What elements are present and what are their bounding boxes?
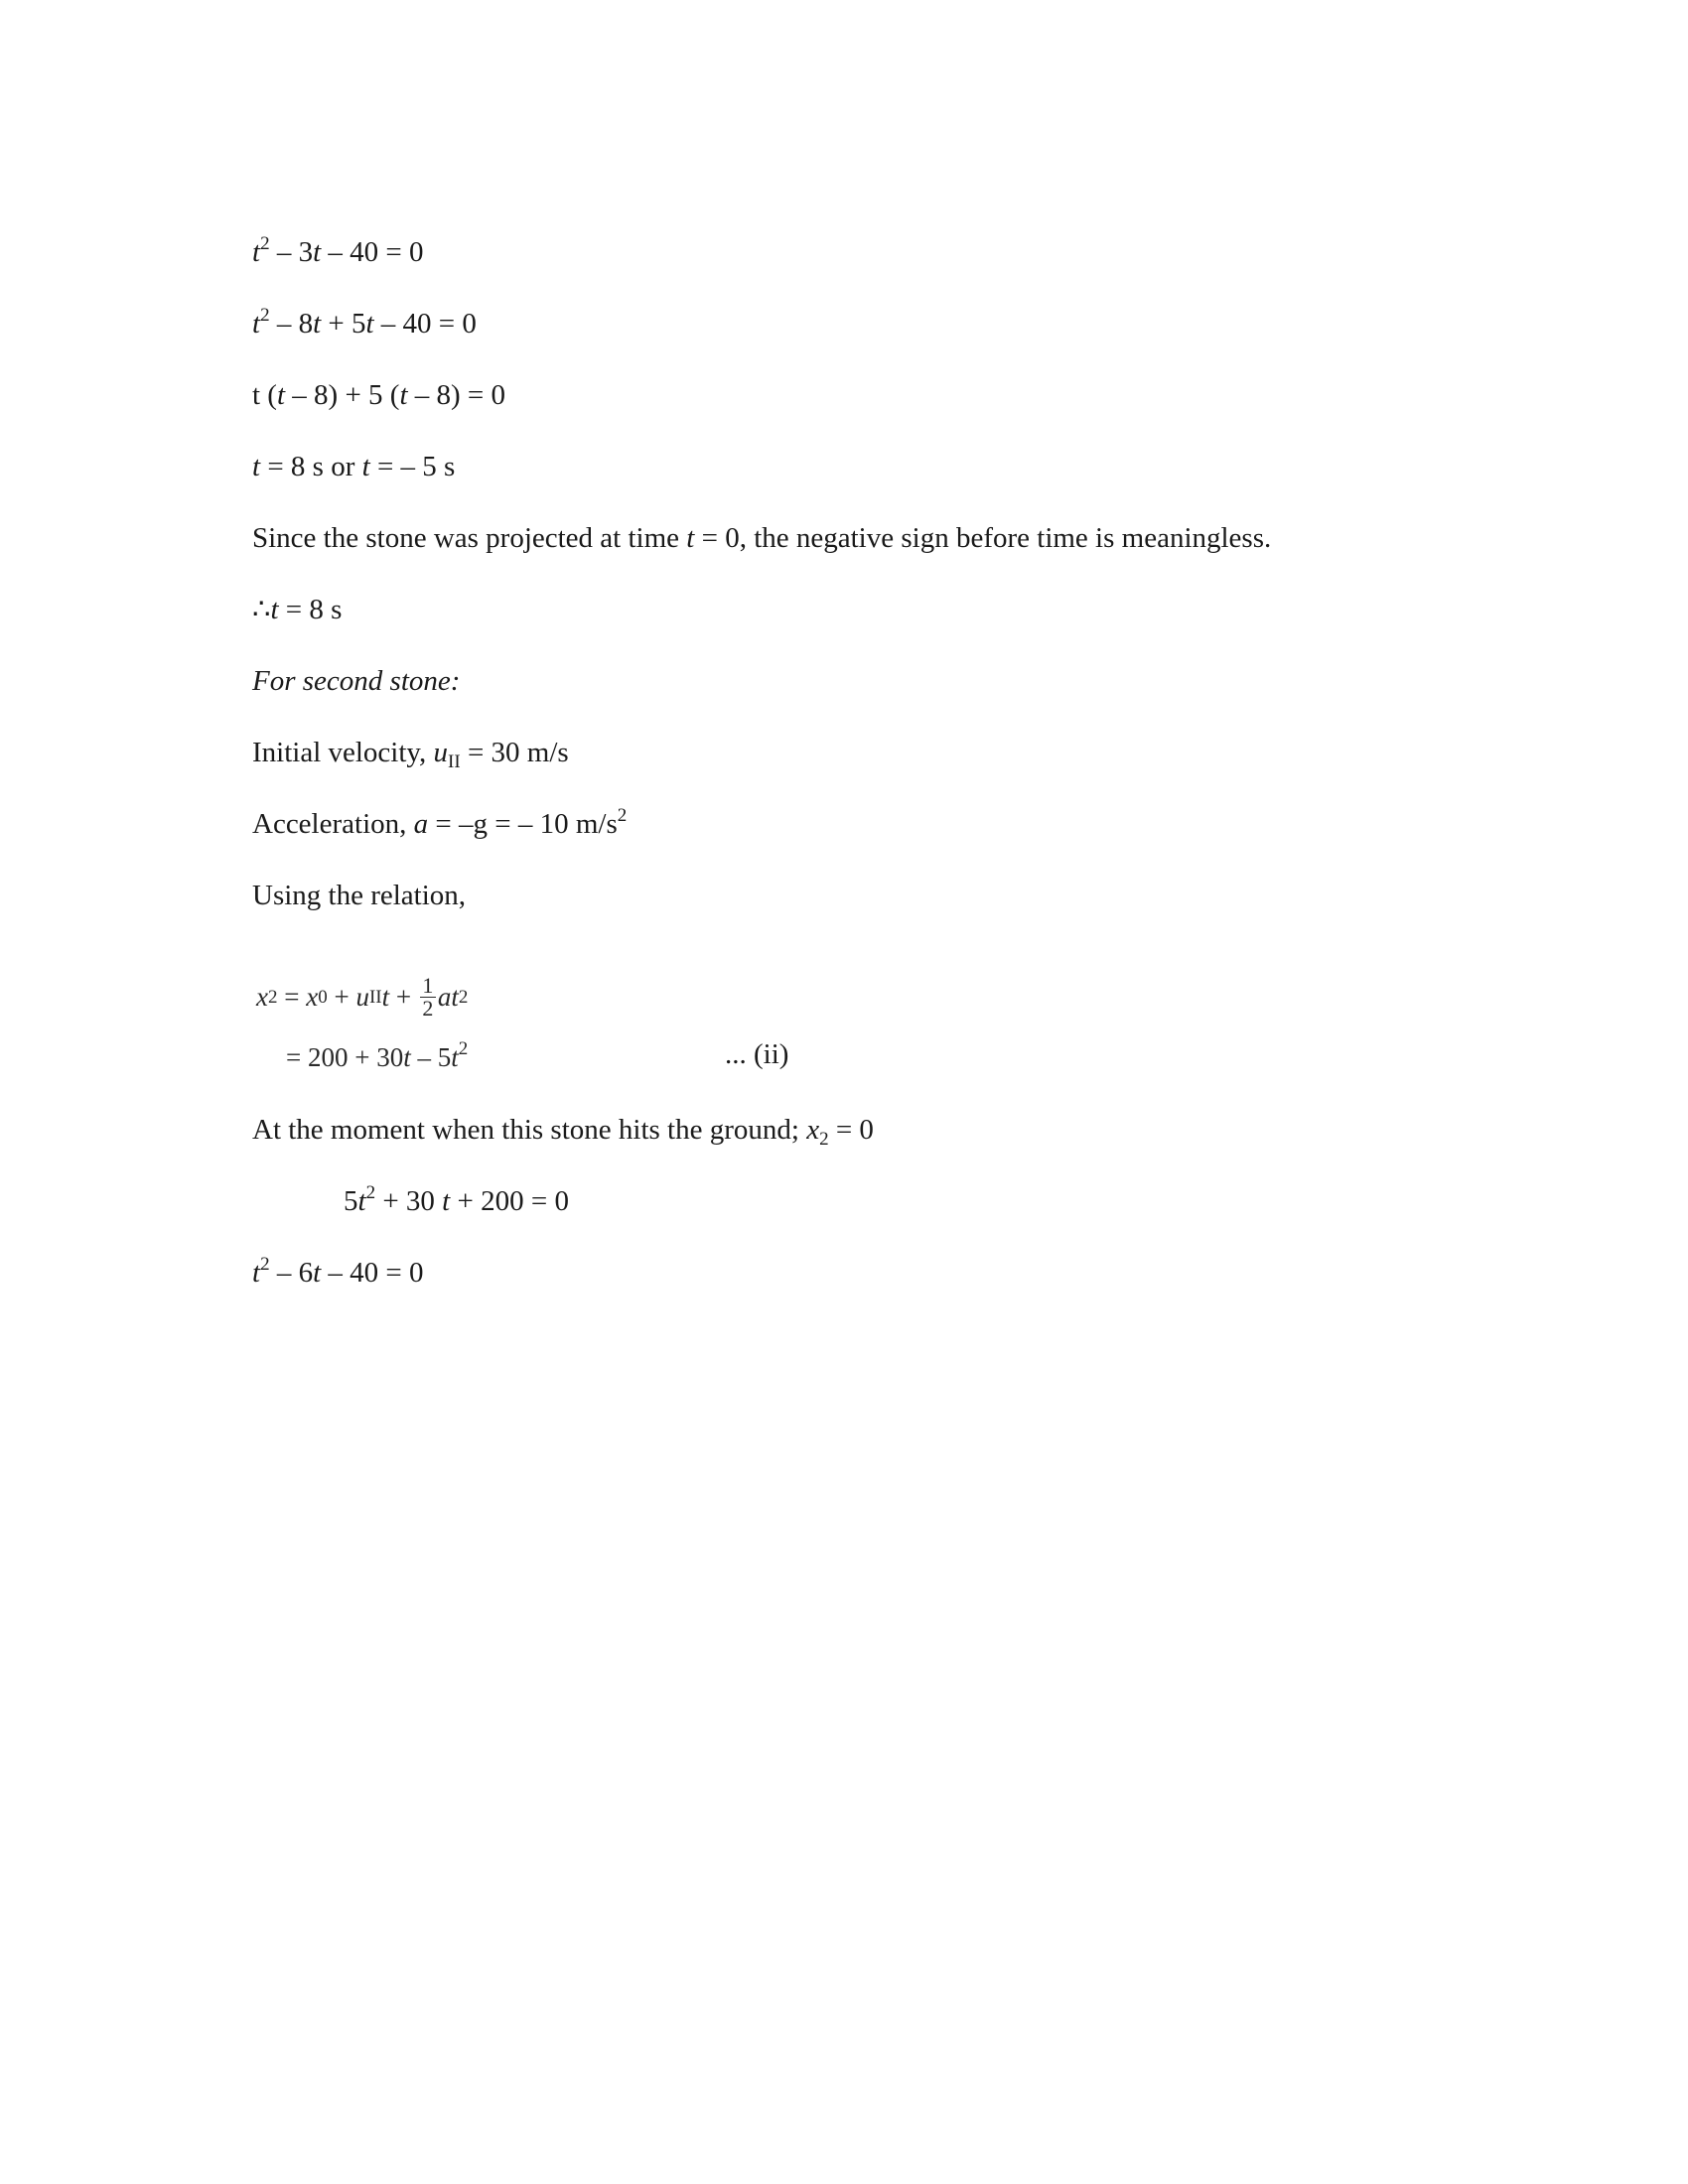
text: – 8 xyxy=(269,308,314,340)
exponent: 2 xyxy=(260,305,270,326)
text: 5 xyxy=(344,1185,358,1217)
var-u: u xyxy=(433,737,449,768)
var-at: at xyxy=(437,982,459,1012)
var-x: x xyxy=(256,982,268,1012)
var-t: t xyxy=(313,308,322,340)
text: Since the stone was projected at time xyxy=(252,522,687,554)
text: – 8) + 5 ( xyxy=(285,379,400,411)
text: – 5 xyxy=(410,1042,452,1072)
text: Using the relation, xyxy=(252,880,467,911)
fraction-half xyxy=(420,975,436,1020)
equation-line-2 xyxy=(252,306,477,341)
text: – 40 = 0 xyxy=(321,1257,424,1289)
formula-row-2 xyxy=(286,1038,469,1073)
fraction-numerator: 1 xyxy=(422,973,434,998)
var-t: t xyxy=(276,379,286,411)
text: = 8 s xyxy=(278,594,343,625)
text: + 200 = 0 xyxy=(450,1185,569,1217)
text: = 200 + 30 xyxy=(286,1042,404,1072)
equation-line-1 xyxy=(252,234,423,270)
var-t: t xyxy=(252,308,261,340)
equation-line-final xyxy=(252,1255,423,1291)
var-t: t xyxy=(399,379,408,411)
subscript: II xyxy=(448,751,461,772)
var-t: t xyxy=(313,236,322,268)
equation-line-quadratic xyxy=(344,1183,569,1219)
text: At the moment when this stone hits the ground; xyxy=(252,1114,807,1146)
text: = 0, the negative sign before time is meaningless. xyxy=(694,522,1272,554)
text: = 30 m/s xyxy=(460,737,569,768)
plus: + xyxy=(389,982,418,1012)
text: + 30 xyxy=(375,1185,443,1217)
var-t: t xyxy=(252,451,261,482)
initial-velocity-line xyxy=(252,735,569,770)
equation-number: ... (ii) xyxy=(725,1038,789,1070)
text: = 0 xyxy=(828,1114,874,1146)
text: = –g = – 10 m/s xyxy=(428,808,618,840)
text: – 40 = 0 xyxy=(321,236,424,268)
var-x: x xyxy=(806,1114,820,1146)
var-t: t xyxy=(403,1042,411,1072)
var-t: t xyxy=(252,236,261,268)
acceleration-line xyxy=(252,806,627,842)
text: For second stone: xyxy=(252,665,461,697)
equation-line-therefore xyxy=(252,592,342,627)
var-x0: x xyxy=(306,982,319,1012)
text: + 5 xyxy=(321,308,366,340)
text: = – 5 s xyxy=(369,451,456,482)
therefore-symbol: ∴ xyxy=(252,594,271,625)
subscript: 2 xyxy=(819,1129,829,1150)
formula-row-1: x 2 = x 0 + u II t + $\frac{1}{2}$ at 2 xyxy=(256,973,469,1021)
var-t: t xyxy=(381,982,390,1012)
using-relation-line xyxy=(252,878,466,913)
var-t: t xyxy=(686,522,695,554)
var-t: t xyxy=(270,594,279,625)
text: = 8 s or xyxy=(260,451,362,482)
ground-hit-line xyxy=(252,1112,874,1148)
plus: + xyxy=(327,982,356,1012)
fraction-denominator: 2 xyxy=(422,996,434,1021)
exponent: 2 xyxy=(365,1182,376,1203)
paragraph-negative-time xyxy=(252,520,1271,556)
text: Acceleration, xyxy=(252,808,414,840)
exponent: 2 xyxy=(617,805,628,826)
var-t: t xyxy=(357,1185,366,1217)
text: – 8) = 0 xyxy=(407,379,506,411)
var-a: a xyxy=(413,808,429,840)
exponent: 2 xyxy=(260,1254,270,1275)
equals: = xyxy=(277,982,307,1012)
text: – 6 xyxy=(269,1257,314,1289)
var-t: t xyxy=(451,1042,459,1072)
equation-line-4 xyxy=(252,449,455,484)
text: – 3 xyxy=(269,236,314,268)
var-t: t xyxy=(313,1257,322,1289)
var-t: t xyxy=(361,451,370,482)
text: – 40 = 0 xyxy=(373,308,477,340)
exponent: 2 xyxy=(260,233,270,254)
exponent: 2 xyxy=(458,1038,469,1059)
var-t: t xyxy=(252,1257,261,1289)
section-heading-second-stone xyxy=(252,663,460,699)
text: Initial velocity, xyxy=(252,737,434,768)
var-t: t xyxy=(442,1185,451,1217)
var-u: u xyxy=(355,982,369,1012)
var-t: t xyxy=(365,308,374,340)
text: t ( xyxy=(252,379,277,411)
equation-line-3 xyxy=(252,377,505,413)
